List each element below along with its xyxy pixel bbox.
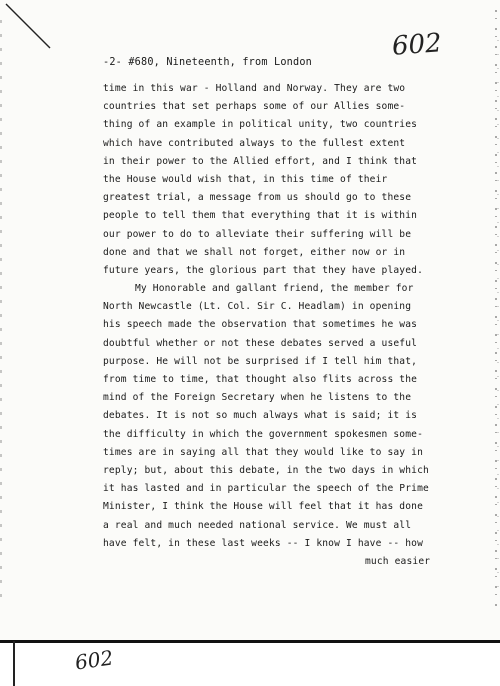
text-line: which have contributed always to the fullest extent [103,137,406,149]
text-line: the House would wish that, in this time of their [103,173,388,185]
text-line: people to tell them that everything that it is within [103,210,418,222]
text-line: greatest trial, a message from us should go to these [103,192,412,204]
right-edge-scan-marks [490,0,500,620]
left-edge-scan-marks [0,0,6,620]
bottom-vertical-mark [13,641,15,686]
text-line: times are in saying all that they would like to say in [103,446,423,458]
text-line: purpose. He will not be surprised if I tell him that, [103,355,418,367]
text-line: our power to do to alleviate their suffering will be [103,228,412,240]
text-line: thing of an example in political unity, two countries [103,119,418,131]
text-line: a real and much needed national service. We must all [103,519,412,531]
text-line: mind of the Foreign Secretary when he listens to the [103,392,412,404]
document-header: -2- #680, Nineteenth, from London [103,57,313,68]
text-line: in their power to the Allied effort, and I think that [103,155,418,167]
text-line: it has lasted and in particular the speech of the Prime [103,483,429,495]
bottom-handwritten-number: 602 [73,645,115,675]
corner-fold-mark [4,2,52,50]
text-line: North Newcastle (Lt. Col. Sir C. Headlam) in opening [103,301,412,313]
text-line: done and that we shall not forget, either now or in [103,246,406,258]
text-line: much easier [365,555,431,567]
text-line: Minister, I think the House will feel that it has done [103,501,423,513]
text-line: his speech made the observation that sometimes he was [103,319,418,331]
text-line: reply; but, about this debate, in the two days in which [103,464,429,476]
text-line: doubtful whether or not these debates served a useful [103,337,418,349]
text-line: from time to time, that thought also flits across the [103,374,418,385]
text-line: time in this war - Holland and Norway. They are two [103,83,406,94]
handwritten-page-number: 602 [391,28,443,62]
text-line: the difficulty in which the government spokesmen some- [103,428,423,440]
body-text [103,80,453,571]
text-line: countries that set perhaps some of our Allies some- [103,101,406,113]
text-line: future years, the glorious part that they have played. [103,264,423,276]
text-line: debates. It is not so much always what is said; it is [103,410,418,422]
text-line: have felt, in these last weeks -- I know I have -- how [103,537,423,549]
text-line: My Honorable and gallant friend, the member for [135,283,414,295]
